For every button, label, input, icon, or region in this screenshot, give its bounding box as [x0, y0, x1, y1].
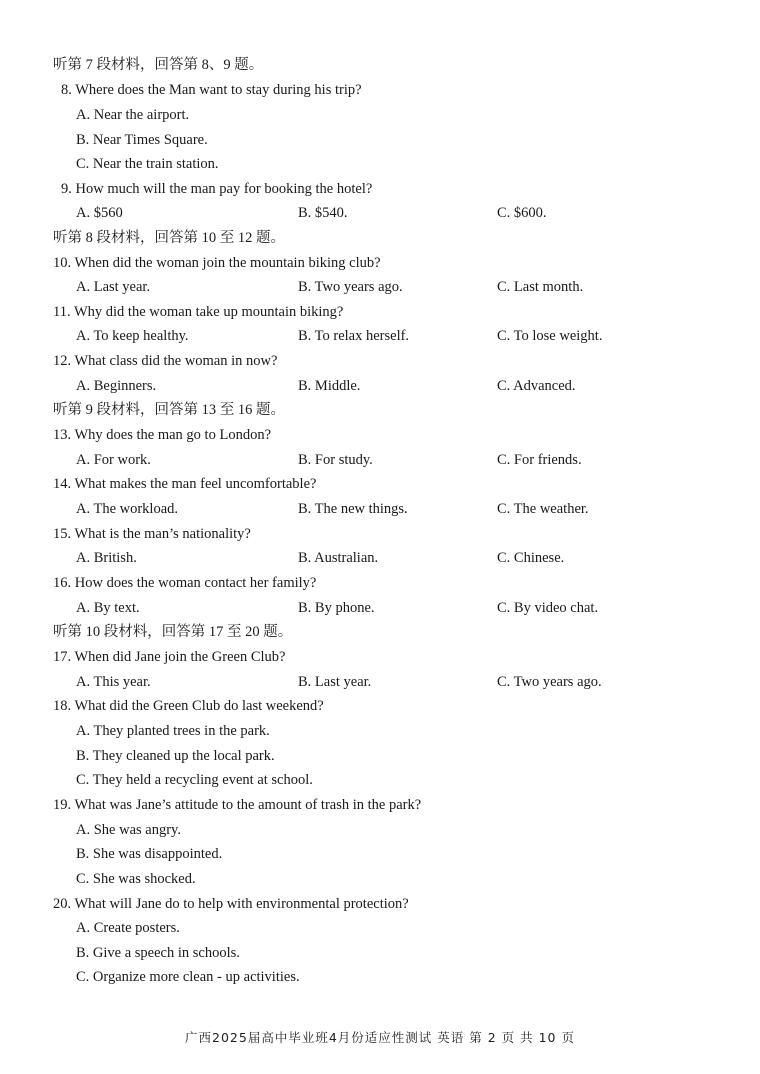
question-stem: 19. What was Jane’s attitude to the amount of trash in the park? — [53, 797, 422, 813]
option-c: C. By video chat. — [497, 600, 599, 616]
option-a: A. $560 — [76, 205, 123, 221]
section-heading: 听第 10 段材料，回答第 17 至 20 题。 — [53, 624, 293, 640]
option-c: C. The weather. — [497, 501, 589, 517]
option-b: B. Two years ago. — [298, 279, 403, 295]
option-a: A. Beginners. — [76, 378, 157, 394]
question-stem: 13. Why does the man go to London? — [53, 427, 272, 443]
option-a: A. She was angry. — [76, 822, 181, 838]
option-a: A. By text. — [76, 600, 140, 616]
option-c: C. Organize more clean - up activities. — [76, 969, 300, 985]
option-b: B. The new things. — [298, 501, 408, 517]
option-a: A. For work. — [76, 452, 151, 468]
question-stem: 9. How much will the man pay for booking the hotel? — [61, 181, 373, 197]
section-heading: 听第 9 段材料，回答第 13 至 16 题。 — [53, 402, 285, 418]
question-stem: 11. Why did the woman take up mountain biking? — [53, 304, 344, 320]
question-stem: 16. How does the woman contact her family? — [53, 575, 317, 591]
section-heading: 听第 7 段材料，回答第 8、9 题。 — [53, 57, 264, 73]
option-c: C. To lose weight. — [497, 328, 603, 344]
option-b: B. $540. — [298, 205, 348, 221]
question-stem: 18. What did the Green Club do last weekend? — [53, 698, 324, 714]
question-stem: 17. When did Jane join the Green Club? — [53, 649, 286, 665]
option-b: B. To relax herself. — [298, 328, 410, 344]
option-a: A. British. — [76, 550, 137, 566]
question-stem: 15. What is the man’s nationality? — [53, 526, 251, 542]
option-a: A. This year. — [76, 674, 151, 690]
option-b: B. She was disappointed. — [76, 846, 223, 862]
option-a: A. Near the airport. — [76, 107, 190, 123]
option-c: C. Near the train station. — [76, 156, 219, 172]
question-stem: 14. What makes the man feel uncomfortable? — [53, 476, 317, 492]
option-a: A. They planted trees in the park. — [76, 723, 270, 739]
option-c: C. She was shocked. — [76, 871, 196, 887]
option-b: B. Australian. — [298, 550, 379, 566]
option-c: C. $600. — [497, 205, 547, 221]
option-b: B. Give a speech in schools. — [76, 945, 240, 961]
option-a: A. The workload. — [76, 501, 179, 517]
option-b: B. Last year. — [298, 674, 372, 690]
option-c: C. Last month. — [497, 279, 584, 295]
option-b: B. Near Times Square. — [76, 132, 208, 148]
page-footer: 广西2025届高中毕业班4月份适应性测试 英语 第 2 页 共 10 页 — [185, 1030, 575, 1045]
option-c: C. Chinese. — [497, 550, 565, 566]
question-stem: 12. What class did the woman in now? — [53, 353, 278, 369]
option-c: C. Two years ago. — [497, 674, 602, 690]
question-stem: 8. Where does the Man want to stay during his trip? — [61, 82, 362, 98]
option-a: A. Create posters. — [76, 920, 180, 936]
question-stem: 10. When did the woman join the mountain biking club? — [53, 255, 381, 271]
option-c: C. They held a recycling event at school. — [76, 772, 313, 788]
option-c: C. For friends. — [497, 452, 582, 468]
option-a: A. To keep healthy. — [76, 328, 189, 344]
option-b: B. Middle. — [298, 378, 361, 394]
option-c: C. Advanced. — [497, 378, 576, 394]
option-b: B. They cleaned up the local park. — [76, 748, 275, 764]
option-b: B. For study. — [298, 452, 373, 468]
option-a: A. Last year. — [76, 279, 151, 295]
option-b: B. By phone. — [298, 600, 375, 616]
section-heading: 听第 8 段材料，回答第 10 至 12 题。 — [53, 230, 285, 246]
question-stem: 20. What will Jane do to help with environmental protection? — [53, 896, 409, 912]
